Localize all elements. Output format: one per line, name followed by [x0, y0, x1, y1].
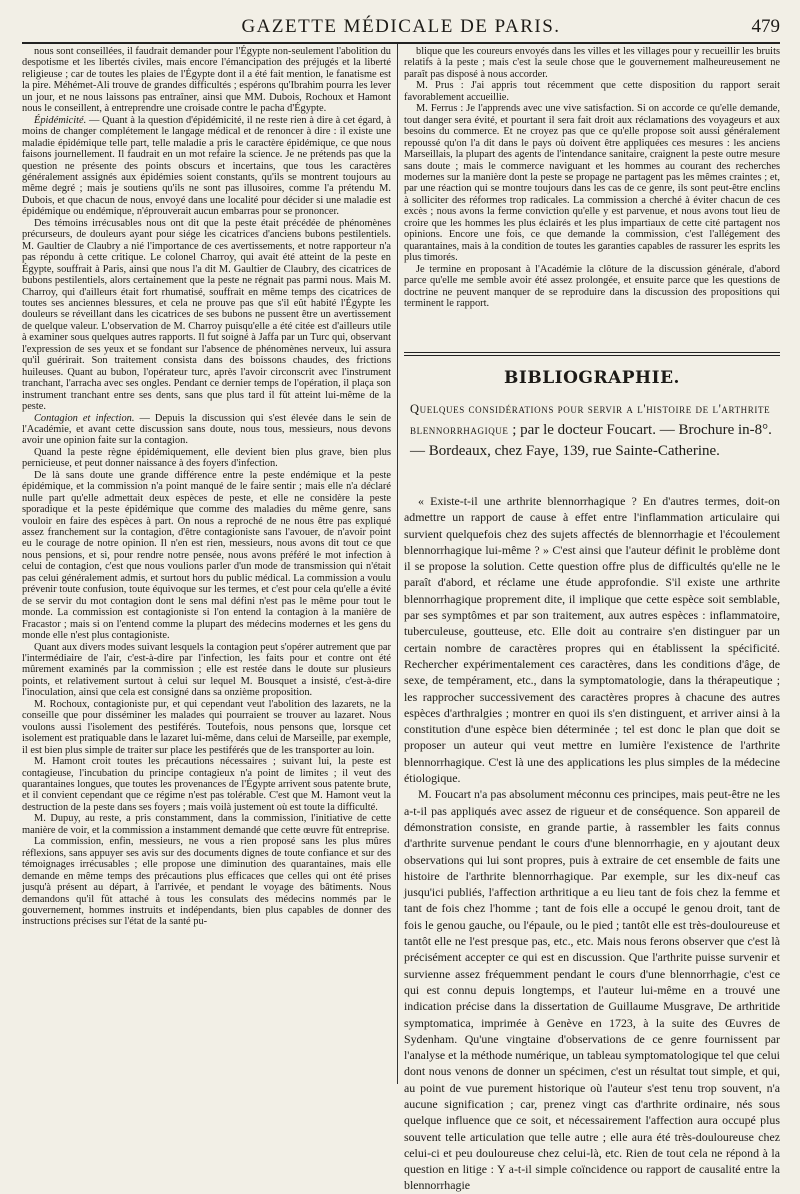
section-rule: [404, 355, 780, 356]
paragraph: [22, 413, 391, 447]
paragraph: De là sans doute une grande différence entre la peste endémique et la peste épidémique, et la commission n'a point manqué de le faire sentir ; mais elle n'a déclaré nulle part qu'elle admettait deux espèces de peste, et elle ne considère la peste sporadique et la peste épidémique que comme des maladies du même genre, sans vouloir en faire des espèces à part. On nous a reproché de ne nous être pas expliqué assez franchement sur la contagion, d'être contagioniste sans l'avouer, de n'avoir point eu le courage de notre opinion. Il n'en est rien, messieurs, nous avons dit tout ce que nous pensions, et si, pour rendre notre pensée, nous avons préféré le mot infection à celui de contagion, c'est que nous voulions parler d'un mode de transmission qui n'était pas celui généralement admis, et surtout hors du public médical. La commission a voulu prévenir toute confusion, toute équivoque sur les termes, et c'est pour cela qu'elle a évité de se servir du mot contagion dont le sens mal défini n'est pas le même pour tout le monde. La commission est contagioniste si l'on entend la contagion à la manière de Fracastor ; mais si on l'entend comme la plupart des médecins modernes et les gens du monde elle n'est plus contagioniste.: [22, 469, 391, 642]
paragraph: M. Rochoux, contagioniste pur, et qui cependant veut l'abolition des lazarets, ne la conseille que pour disséminer les malades qui pourraient se trouver au lazaret. Nous voulons aussi l'isolement des pestiférés. Toutefois, nous pensons que, lorsque cet isolement est pratiquable dans le lazaret lui-même, dans celui de Marseille, par exemple, il est bien plus simple de traiter sur place les pestiférés que de les transporter au loin.: [22, 698, 391, 756]
paragraph: [22, 115, 391, 218]
speaker-name: M. Prus: [416, 80, 454, 92]
paragraph: M. Foucart n'a pas absolument méconnu ces principes, mais peut-être ne les a-t-il pas appliqués avec assez de rigueur et de conséquence. Son appareil de démonstration consiste, en grande partie, à rassembler les faits connus d'arthrite survenue pendant le cours d'une blennorrhagie, en y ajoutant deux observations qui lui sont propres, puis à extraire de cet ensemble de faits une histoire de l'arthrite blennorrhagique. Par exemple, sur les dix-neuf cas jusqu'ici publiés, l'affection arthritique a eu lieu tant de fois chez la femme et tant de fois chez l'homme ; tant de fois elle a occupé le genou droit, tant de fois le genou gauche, ou l'épaule, ou le pied ; tantôt elle est très-douloureuse et tantôt elle ne l'est presque pas, etc., etc. Mais nous ferons observer que c'est là précisément accepter ce qui est en discussion. Que l'arthrite puisse survenir et survienne assez fréquemment pendant le cours d'une blennorrhagie, c'est ce qui est connu depuis longtemps, et l'auteur lui-même en a trouvé une indication précise dans la dissertation de Guillaume Musgrave, De arthritide symptomatica, imprimée à Genève en 1723, à la suite des Œuvres de Sydenham. Qu'une vingtaine d'observations de ce genre fournissent par l'analyse et la méthode numérique, un tableau symptomatologique tel que celui dont nous venons de donner un spécimen, c'est un résultat tout simple, et qui, au point de vue purement historique où l'auteur s'est tenu trop souvent, n'a aucune signification ; car, prenez vingt cas d'arthrite ordinaire, nés sous quelque influence que ce soit, et nécessairement l'affection aura occupé plus souvent telle articulation que telle autre ; elle aura été très-douloureuse chez celui-ci et peu douloureuse chez celui-là, etc. Rien de tout cela ne répond à la question en litige : Y a-t-il simple coïncidence ou rapport de causalité entre la blennorrhagie: [404, 787, 780, 1193]
paragraph: [404, 103, 780, 263]
speaker-name: M. Ferrus: [416, 103, 458, 115]
paragraph-text: — Quant à la question d'épidémicité, il ne reste rien à dire à cet égard, à moins de changer complétement le langage médical et de renoncer à dire : il existe une maladie épidémique telle part, telle maladie a pris le caractère épidémique, ce que nous faisons journellement. Il faudrait en un mot refaire la science. Je ne prétends pas que la question ne présente des points obscurs et incertains, que tous les caractères généralement assignés aux épidémies soient constants, qu'ils se montrent toujours au même degré ; mais je soutiens qu'ils ne sont pas illusoires, comme l'a prétendu M. Dubois, et que chacun de nous, envoyé dans une localité pour décider si une maladie est épidémique ou endémique, n'éprouverait aucun embarras pour se prononcer.: [22, 114, 391, 218]
paragraph: M. Dupuy, au reste, a pris constamment, dans la commission, l'initiative de cette manière de voir, et la commission a instamment demandé que cette œuvre fût entreprise.: [22, 813, 391, 836]
paragraph: Quand la peste règne épidémiquement, elle devient bien plus grave, bien plus pernicieuse, et peut donner naissance à des foyers d'infection.: [22, 446, 391, 470]
reference-title: Quelques considérations pour servir a l'histoire de l'arthrite blennorrhagique: [410, 402, 771, 437]
bibliography-body: [404, 493, 780, 1193]
paragraph: M. Hamont croit toutes les précautions nécessaires ; suivant lui, la peste est contagieuse, l'incubation du principe contagieux n'a point de limites ; il veut des quarantaines longues, que toutes les provenances de l'Égypte arrivent sous patente brute, et il convient cependant que ce régime n'est pas tolérable. C'est que M. Hamont veut la destruction de la peste dans ses foyers ; mais voilà justement où est toute la difficulté.: [22, 756, 391, 813]
paragraph: « Existe-t-il une arthrite blennorrhagique ? En d'autres termes, doit-on admettre un rapport de cause à effet entre l'inflammation articulaire qui survient quelquefois chez des sujets affectés de blennorrhagie et l'écoulement blennorrhagique lui-même ? » C'est ainsi que l'auteur définit le problème dont il se propose la solution. Cette question offre plus de difficultés qu'elle ne le paraît d'abord, et réclame une étude approfondie. S'il existe une arthrite blennorrhagique proprement dite, il implique que cette espèce soit semblable, par ses symptômes et par son traitement, aux autres espèces : inflammatoire, tuberculeuse, goutteuse, etc. Elle doit au contraire s'en distinguer par un certain nombre de caractères propres qui en établissent la spécificité. Rechercher expérimentalement ces caractères, dans les conditions d'âge, de sexe, de tempérament, etc., dans la symptomatologie, dans la thérapeutique ; les rapprocher successivement des caractères propres à chacune des autres espèces d'arthralgies ; montrer en quoi ils s'en distinguent, et arriver ainsi à la constitution d'une espèce bien déterminée ; tel est donc le plan que doit se proposer un auteur qui veut mettre en lumière l'existence de l'arthrite blennorrhagique. C'est là une des applications les plus simples de la médecine étiologique.: [404, 494, 780, 786]
right-column-top: [404, 46, 780, 348]
reference-details: ; par le docteur Foucart. — Brochure in-8°. — Bordeaux, chez Faye, 139, rue Sainte-Catherine.: [410, 422, 772, 459]
paragraph-text: : J'ai appris tout récemment que cette disposition du rapport serait favorablement accueillie.: [404, 80, 780, 103]
paragraph-text: : Je l'apprends avec une vive satisfaction. Si on accorde ce qu'elle demande, tout danger sera évité, et pourtant il sera fait droit aux réclamations des voyageurs et aux besoins du commerce. Et ne croyez pas que ce qu'elle propose soit aussi généralement repoussé qu'on l'a dit dans le pays où doivent être appliquées ces mesures : les anciens Marseillais, la plupart des agents de l'intendance sanitaire, craignent la peste outre mesure sans doute ; mais le commerce naviguant et les hommes au courant des recherches modernes sur la manière dont la peste se propage ne partagent pas les mêmes craintes ; et, par une réaction qui se montre toujours dans les cas de ce genre, ils sont peut-être enclins à solliciter des réformes trop radicales. La commission a cherché à éviter chacun de ces excès ; nous avons la ferme conviction qu'elle y est parvenue, et nous avons tout lieu de croire que les hommes les plus éclairés et les plus impartiaux de cette cité partagent nos opinions. Encore une fois, ce que demande la commission, c'est l'allégement des quarantaines, mais à la condition de toutes les garanties capables de rassurer les esprits les plus timorés.: [404, 103, 780, 264]
page-header: [22, 14, 780, 40]
bibliography-heading: BIBLIOGRAPHIE.: [504, 368, 680, 388]
paragraph: Je termine en proposant à l'Académie la clôture de la discussion générale, d'abord parce qu'elle me semble avoir été assez prolongée, et ensuite parce que les questions de doctrine ne peuvent manquer de se reproduire dans la discussion des propositions qui terminent le rapport.: [404, 263, 780, 309]
paragraph: Des témoins irrécusables nous ont dit que la peste était précédée de phénomènes précurseurs, de douleurs ayant pour siége les cicatrices d'anciens bubons pestilentiels. M. Gaultier de Claubry a nié l'importance de ces avertissements, et notre rapporteur n'a pas répondu à cette critique. Le colonel Charroy, qui avait été atteint de la peste en Égypte, souffrait à Paris, ainsi que nous l'a dit M. Gaultier de Claubry, des cicatrices de bubons pestilentiels, alors certainement que la peste ne régnait pas parmi nous. Mais M. Charroy, qui d'ailleurs était fort rhumatisé, souffrait en même temps des cicatrices de toutes ses anciennes blessures, et cela ne prouve pas que s'il eût habité l'Égypte les douleurs se réveillant dans les cicatrices de ses bubons ne pussent être un avertissement de quelque valeur. L'observation de M. Charroy puisqu'elle a été citée est d'ailleurs utile à examiner sous quelques autres rapports. Il fut soigné à Jaffa par un Turc qui, observant l'expression de ses yeux et se fondant sur l'absence de phénomènes nerveux, lui assura qu'il guérirait. Son traitement consista dans des boissons chaudes, des frictions huileuses. Quant au bubon, l'opérateur turc, après l'avoir circonscrit avec l'instrument tranchant, l'arracha avec ses ongles. Pendant ce dernier temps de l'opération, il plaça son instrument tranchant entre ses dents, sans que plus tard il fût atteint lui-même de la peste.: [22, 217, 391, 413]
left-column: [22, 46, 391, 1086]
section-label: Contagion et infection.: [34, 412, 135, 424]
column-separator: [397, 44, 398, 1084]
paragraph: blique que les coureurs envoyés dans les villes et les villages pour y recueillir les bruits relatifs à la peste ; mais c'est la seule chose que le gouvernement malheureusement ne paraît pas disposé à nous accorder.: [404, 46, 780, 80]
section-rule: [404, 352, 780, 353]
paragraph: nous sont conseillées, il faudrait demander pour l'Égypte non-seulement l'abolition du despotisme et les libertés civiles, mais encore l'émancipation des préjugés et la liberté religieuse ; car de toutes les plaies de l'Égypte dont il a été fait mention, le fanatisme est la pire. Méhémet-Ali trouve de grandes difficultés ; espérons qu'Ibrahim pourra les lever un jour, et ne nous laissons pas entraîner, ainsi que MM. Dubois, Rochoux et Hamont nous le conseillent, à entreprendre une croisade contre le pacha d'Égypte.: [22, 46, 391, 115]
paragraph-text: — Depuis la discussion qui s'est élevée dans le sein de l'Académie, et avant cette discussion sans doute, nous tous, messieurs, nous devons avoir une opinion faite sur la contagion.: [22, 412, 391, 447]
section-label: Épidémicité.: [34, 114, 87, 126]
page-number: 479: [751, 16, 780, 37]
journal-title: GAZETTE MÉDICALE DE PARIS.: [241, 16, 561, 37]
paragraph: Quant aux divers modes suivant lesquels la contagion peut s'opérer autrement que par l'intermédiaire de l'air, c'est-à-dire par l'infection, les faits pour et contre ont été mûrement examinés par la commission ; elle est restée dans le doute sur plusieurs points, et relativement surtout à celui sur lequel M. Bousquet a insisté, c'est-à-dire l'inoculation, ainsi que cela est consigné dans sa onzième proposition.: [22, 641, 391, 699]
paragraph: [404, 80, 780, 103]
bibliography-reference: [410, 399, 778, 462]
paragraph: La commission, enfin, messieurs, ne vous a rien proposé sans les plus mûres réflexions, sans appuyer ses avis sur des documents dignes de toute confiance et sur des témoignages irrécusables ; elle propose une diminution des quarantaines, mais elle demande en même temps des précautions plus efficaces que celles qui ont été prises jusqu'à présent au départ, à l'arrivée, et pendant le voyage des bâtiments. Nous demandons qu'il fût attaché à tous les consulats des médecins nommés par le gouvernement, hommes instruits et indépendants, bien plus capables de donner des instructions précises sur l'état de la santé pu-: [22, 836, 391, 928]
header-rule: [22, 42, 780, 44]
